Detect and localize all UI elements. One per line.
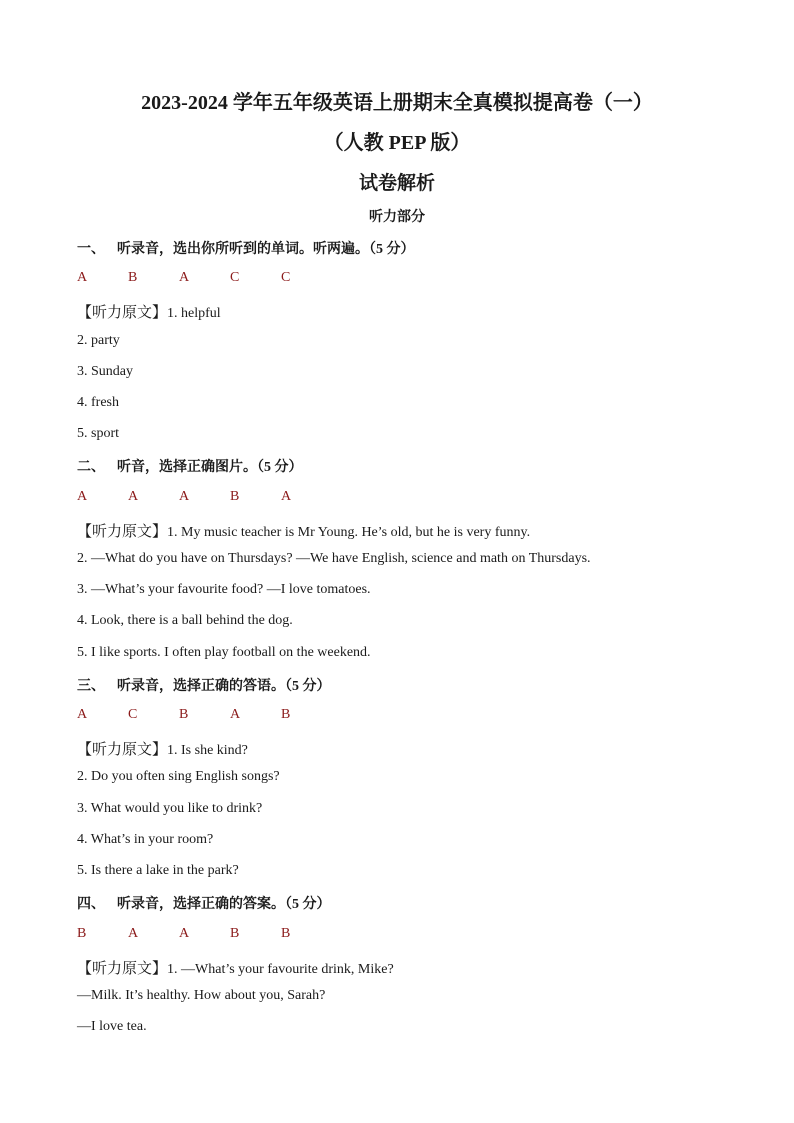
answer: C (230, 270, 240, 285)
answer: A (128, 489, 139, 504)
answer: B (230, 489, 240, 504)
section-instruction: 听录音，选出你所听到的单词。听两遍。（5 分） (117, 242, 415, 257)
transcript-line: 【听力原文】1. Is she kind? (77, 740, 248, 758)
transcript-line: 【听力原文】1. —What’s your favourite drink, Mike? (77, 959, 394, 977)
section-4-heading (77, 893, 331, 913)
answer: B (281, 707, 291, 722)
exam-subtitle: 试卷解析 (358, 173, 435, 194)
answer: B (230, 926, 240, 941)
section-instruction: 听录音，选择正确的答案。（5 分） (117, 897, 331, 912)
answer: A (281, 489, 292, 504)
transcript-tag: 【听力原文】 (77, 303, 168, 321)
section-number: 二、 (77, 460, 105, 475)
transcript-line: 5. sport (77, 426, 119, 441)
answer: B (281, 926, 291, 941)
section-3-answers (77, 707, 332, 723)
section-4-answers (77, 926, 332, 942)
answer: A (179, 270, 190, 285)
section-1-answers (77, 270, 332, 286)
exam-title: 2023-2024 学年五年级英语上册期末全真模拟提高卷（一） (141, 92, 653, 114)
section-3-heading (77, 675, 331, 695)
part-heading: 听力部分 (369, 210, 425, 225)
section-2-heading (77, 456, 303, 476)
answer: C (281, 270, 291, 285)
answer: A (77, 707, 88, 722)
answer: A (179, 489, 190, 504)
section-1-heading (77, 238, 415, 258)
answer: A (77, 270, 88, 285)
transcript-line: 4. Look, there is a ball behind the dog. (77, 613, 293, 628)
section-number: 一、 (77, 242, 105, 257)
answer: B (77, 926, 87, 941)
transcript-line: 2. —What do you have on Thursdays? —We have English, science and math on Thursdays. (77, 551, 591, 566)
transcript-line: 5. Is there a lake in the park? (77, 863, 239, 878)
transcript-line: 【听力原文】1. My music teacher is Mr Young. He’s old, but he is very funny. (77, 522, 531, 540)
answer: C (128, 707, 138, 722)
transcript-tag: 【听力原文】 (77, 522, 168, 540)
transcript-tag: 【听力原文】 (77, 959, 168, 977)
transcript-line: 3. Sunday (77, 364, 133, 379)
transcript-line: 2. Do you often sing English songs? (77, 769, 280, 784)
transcript-line: 4. fresh (77, 395, 119, 410)
answer: B (179, 707, 189, 722)
transcript-line: 5. I like sports. I often play football on the weekend. (77, 645, 371, 660)
transcript-line: —I love tea. (77, 1019, 147, 1034)
answer: A (230, 707, 241, 722)
section-instruction: 听音，选择正确图片。（5 分） (117, 460, 303, 475)
answer: A (179, 926, 190, 941)
transcript-line: 3. —What’s your favourite food? —I love tomatoes. (77, 582, 371, 597)
answer: A (128, 926, 139, 941)
exam-edition: （人教 PEP 版） (323, 132, 471, 154)
transcript-line: —Milk. It’s healthy. How about you, Sarah? (77, 988, 326, 1003)
transcript-line: 【听力原文】1. helpful (77, 303, 221, 321)
transcript-tag: 【听力原文】 (77, 740, 168, 758)
section-number: 三、 (77, 679, 105, 694)
section-2-answers (77, 489, 332, 505)
transcript-line: 3. What would you like to drink? (77, 801, 263, 816)
section-instruction: 听录音，选择正确的答语。（5 分） (117, 679, 331, 694)
transcript-line: 2. party (77, 333, 120, 348)
answer: B (128, 270, 138, 285)
section-number: 四、 (77, 897, 105, 912)
answer: A (77, 489, 88, 504)
transcript-line: 4. What’s in your room? (77, 832, 214, 847)
